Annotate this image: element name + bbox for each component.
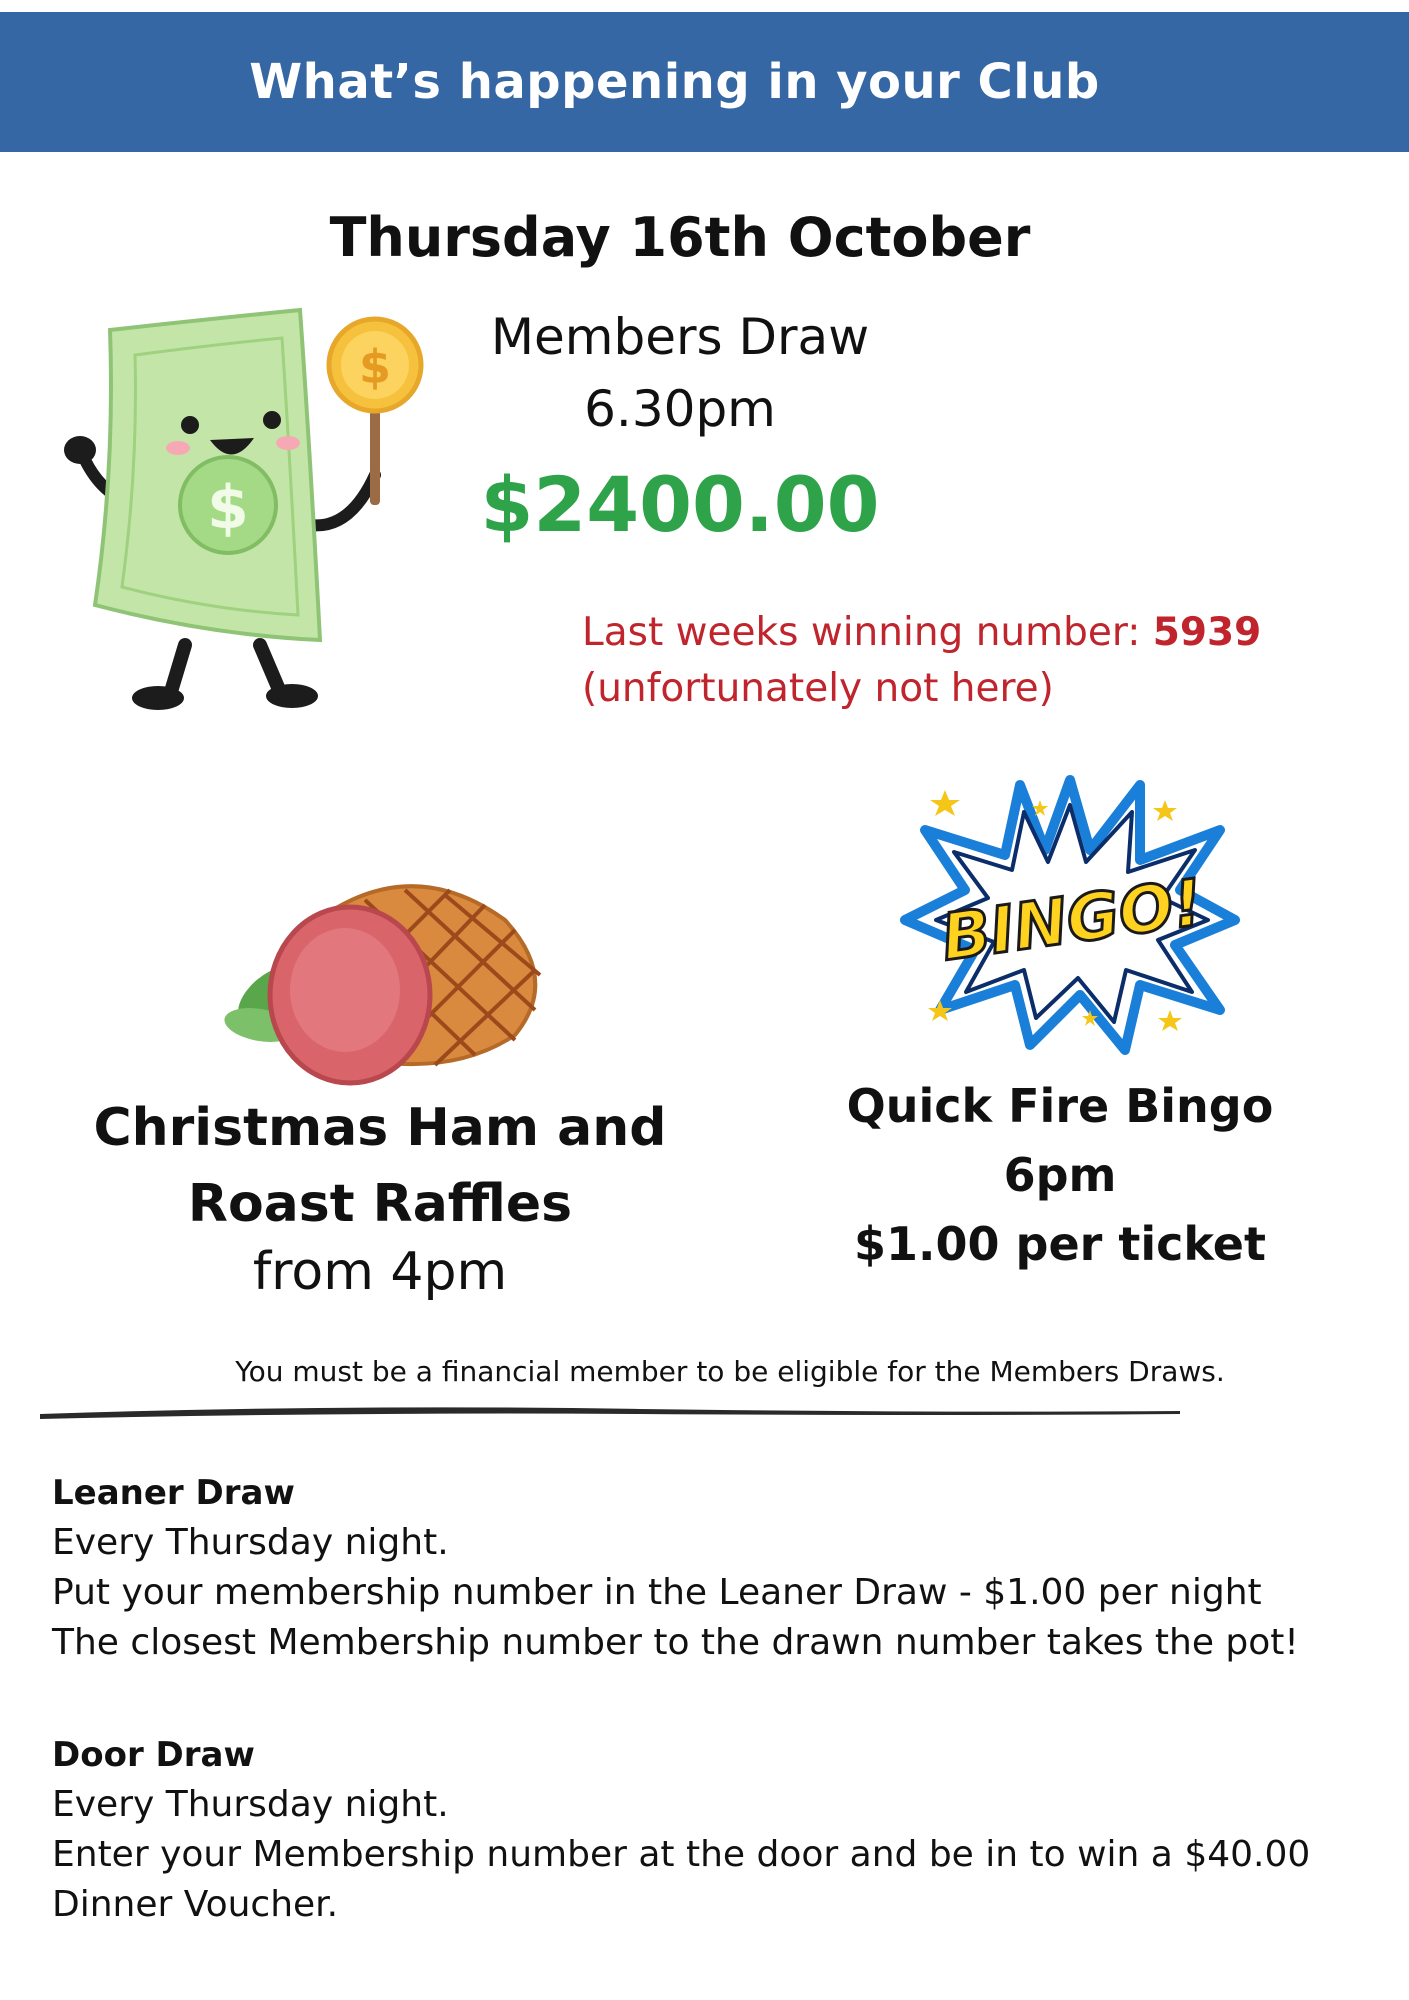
page-title: What’s happening in your Club xyxy=(249,54,1100,110)
door-draw-line: Every Thursday night. xyxy=(52,1784,449,1825)
last-week-winner-notice xyxy=(582,605,1261,717)
last-week-label: Last weeks winning number: xyxy=(582,610,1153,655)
eligibility-note: You must be a financial member to be eligible for the Members Draws. xyxy=(235,1355,1225,1388)
members-draw-label: Members Draw xyxy=(490,308,870,366)
header-banner xyxy=(0,12,1409,152)
door-draw-section xyxy=(52,1730,1372,1930)
leaner-draw-section xyxy=(52,1468,1372,1668)
bingo-burst-icon xyxy=(900,770,1240,1060)
bingo-title: Quick Fire Bingo xyxy=(846,1079,1274,1133)
door-draw-title: Door Draw xyxy=(52,1735,255,1775)
leaner-draw-line: The closest Membership number to the drawn number takes the pot! xyxy=(52,1622,1299,1663)
event-date-heading: Thursday 16th October xyxy=(329,206,1031,269)
raffles-title xyxy=(60,1090,700,1242)
coin-symbol: $ xyxy=(358,340,392,394)
jackpot-amount: $2400.00 xyxy=(480,460,880,549)
last-week-number: 5939 xyxy=(1152,610,1262,655)
raffles-time: from 4pm xyxy=(252,1242,508,1302)
leaner-draw-line: Every Thursday night. xyxy=(52,1522,449,1563)
last-week-note: (unfortunately not here) xyxy=(582,666,1054,711)
door-draw-line: Dinner Voucher. xyxy=(52,1884,339,1925)
raffles-title-line2: Roast Raffles xyxy=(187,1174,573,1234)
bingo-price: $1.00 per ticket xyxy=(854,1217,1266,1271)
leaner-draw-title: Leaner Draw xyxy=(52,1473,295,1513)
members-draw-time: 6.30pm xyxy=(584,380,776,438)
svg-text:$: $ xyxy=(207,473,249,543)
bingo-time: 6pm xyxy=(1003,1148,1117,1202)
bingo-logo-text: BINGO! xyxy=(937,866,1208,976)
divider xyxy=(40,1400,1180,1426)
bingo-details xyxy=(800,1072,1320,1279)
money-character-icon xyxy=(40,300,440,720)
ham-icon xyxy=(215,860,555,1090)
raffles-title-line1: Christmas Ham and xyxy=(93,1098,667,1158)
door-draw-line: Enter your Membership number at the door and be in to win a $40.00 xyxy=(52,1834,1311,1875)
leaner-draw-line: Put your membership number in the Leaner Draw - $1.00 per night xyxy=(52,1572,1262,1613)
